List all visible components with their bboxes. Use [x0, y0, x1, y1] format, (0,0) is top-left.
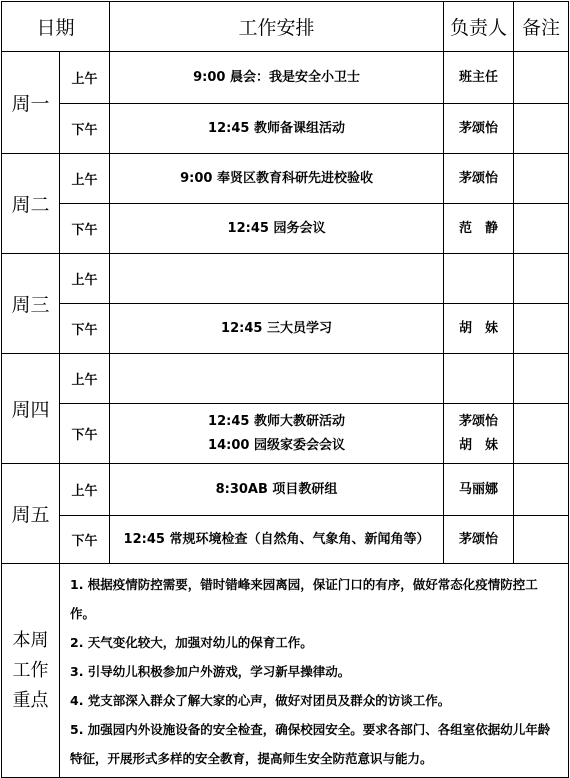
header-date: 日期 [2, 2, 110, 52]
am-label: 上午 [60, 464, 110, 516]
focus-label-line: 本周 [12, 629, 49, 651]
owner-cell [444, 154, 514, 204]
table-row [2, 52, 569, 104]
focus-item: 3. 引导幼儿积极参加户外游戏，学习新早操律动。 [70, 664, 351, 679]
task-text: 12:45 园务会议 [227, 220, 326, 236]
focus-item: 5. 加强园内外设施设备的安全检查，确保校园安全。要求各部门、各组室依据幼儿年龄特征，开展形式多样的安全教育，提高师生安全防范意识与能力。 [70, 722, 551, 766]
pm-label: 下午 [60, 516, 110, 564]
task-cell [110, 204, 444, 254]
weekly-schedule-table [1, 1, 569, 778]
task-text: 14:00 园级家委会会议 [208, 437, 345, 453]
note-cell [514, 52, 569, 104]
owner-text: 班主任 [459, 69, 499, 85]
day-label-tuesday: 周二 [2, 154, 60, 254]
day-label-thursday: 周四 [2, 354, 60, 464]
note-cell [514, 516, 569, 564]
note-cell [514, 104, 569, 154]
note-cell [514, 304, 569, 354]
table-row [2, 254, 569, 304]
note-cell [514, 404, 569, 464]
table-row [2, 104, 569, 154]
am-label: 上午 [60, 52, 110, 104]
pm-label: 下午 [60, 304, 110, 354]
owner-text: 胡 妹 [459, 320, 499, 336]
focus-label [2, 564, 60, 778]
pm-label: 下午 [60, 104, 110, 154]
task-cell [110, 254, 444, 304]
am-label: 上午 [60, 354, 110, 404]
table-row [2, 516, 569, 564]
owner-cell [444, 304, 514, 354]
pm-label: 下午 [60, 204, 110, 254]
header-owner: 负责人 [444, 2, 514, 52]
note-cell [514, 154, 569, 204]
task-cell [110, 304, 444, 354]
task-text: 8:30AB 项目教研组 [215, 481, 338, 497]
task-text: 12:45 常规环境检查（自然角、气象角、新闻角等） [123, 531, 430, 547]
focus-item: 4. 党支部深入群众了解大家的心声，做好对团员及群众的访谈工作。 [70, 693, 451, 708]
focus-item: 2. 天气变化较大，加强对幼儿的保育工作。 [70, 635, 313, 650]
owner-text: 茅颂怡 [459, 170, 499, 186]
owner-cell [444, 52, 514, 104]
table-row [2, 404, 569, 464]
focus-item: 1. 根据疫情防控需要，错时错峰来园离园，保证门口的有序，做好常态化疫情防控工作。 [70, 577, 538, 621]
owner-cell [444, 254, 514, 304]
day-label-wednesday: 周三 [2, 254, 60, 354]
task-cell [110, 464, 444, 516]
note-cell [514, 464, 569, 516]
table-row [2, 464, 569, 516]
header-row [2, 2, 569, 52]
day-label-monday: 周一 [2, 52, 60, 154]
owner-cell [444, 204, 514, 254]
focus-row [2, 564, 569, 778]
note-cell [514, 254, 569, 304]
owner-cell [444, 464, 514, 516]
day-label-friday: 周五 [2, 464, 60, 564]
task-text: 9:00 奉贤区教育科研先进校验收 [180, 170, 373, 186]
owner-text: 茅颂怡 [459, 531, 499, 547]
note-cell [514, 204, 569, 254]
task-cell [110, 516, 444, 564]
table-row [2, 204, 569, 254]
owner-cell [444, 516, 514, 564]
task-text: 12:45 教师大教研活动 [208, 413, 345, 429]
owner-cell [444, 354, 514, 404]
task-cell [110, 354, 444, 404]
owner-cell [444, 104, 514, 154]
task-cell [110, 154, 444, 204]
owner-text: 茅颂怡 [459, 413, 499, 429]
owner-text: 胡 妹 [459, 437, 499, 453]
owner-text: 范 静 [459, 220, 499, 236]
table-row [2, 154, 569, 204]
am-label: 上午 [60, 254, 110, 304]
task-cell [110, 404, 444, 464]
task-cell [110, 104, 444, 154]
task-text: 12:45 教师备课组活动 [208, 120, 345, 136]
header-work: 工作安排 [110, 2, 444, 52]
note-cell [514, 354, 569, 404]
task-text: 9:00 晨会：我是安全小卫士 [193, 69, 360, 85]
task-text: 12:45 三大员学习 [221, 320, 332, 336]
focus-list [60, 564, 569, 778]
focus-label-line: 工作 [12, 659, 49, 681]
owner-text: 马丽娜 [459, 481, 499, 497]
header-note: 备注 [514, 2, 569, 52]
table-row [2, 304, 569, 354]
owner-cell [444, 404, 514, 464]
pm-label: 下午 [60, 404, 110, 464]
task-cell [110, 52, 444, 104]
am-label: 上午 [60, 154, 110, 204]
owner-text: 茅颂怡 [459, 120, 499, 136]
table-row [2, 354, 569, 404]
focus-label-line: 重点 [12, 689, 49, 711]
